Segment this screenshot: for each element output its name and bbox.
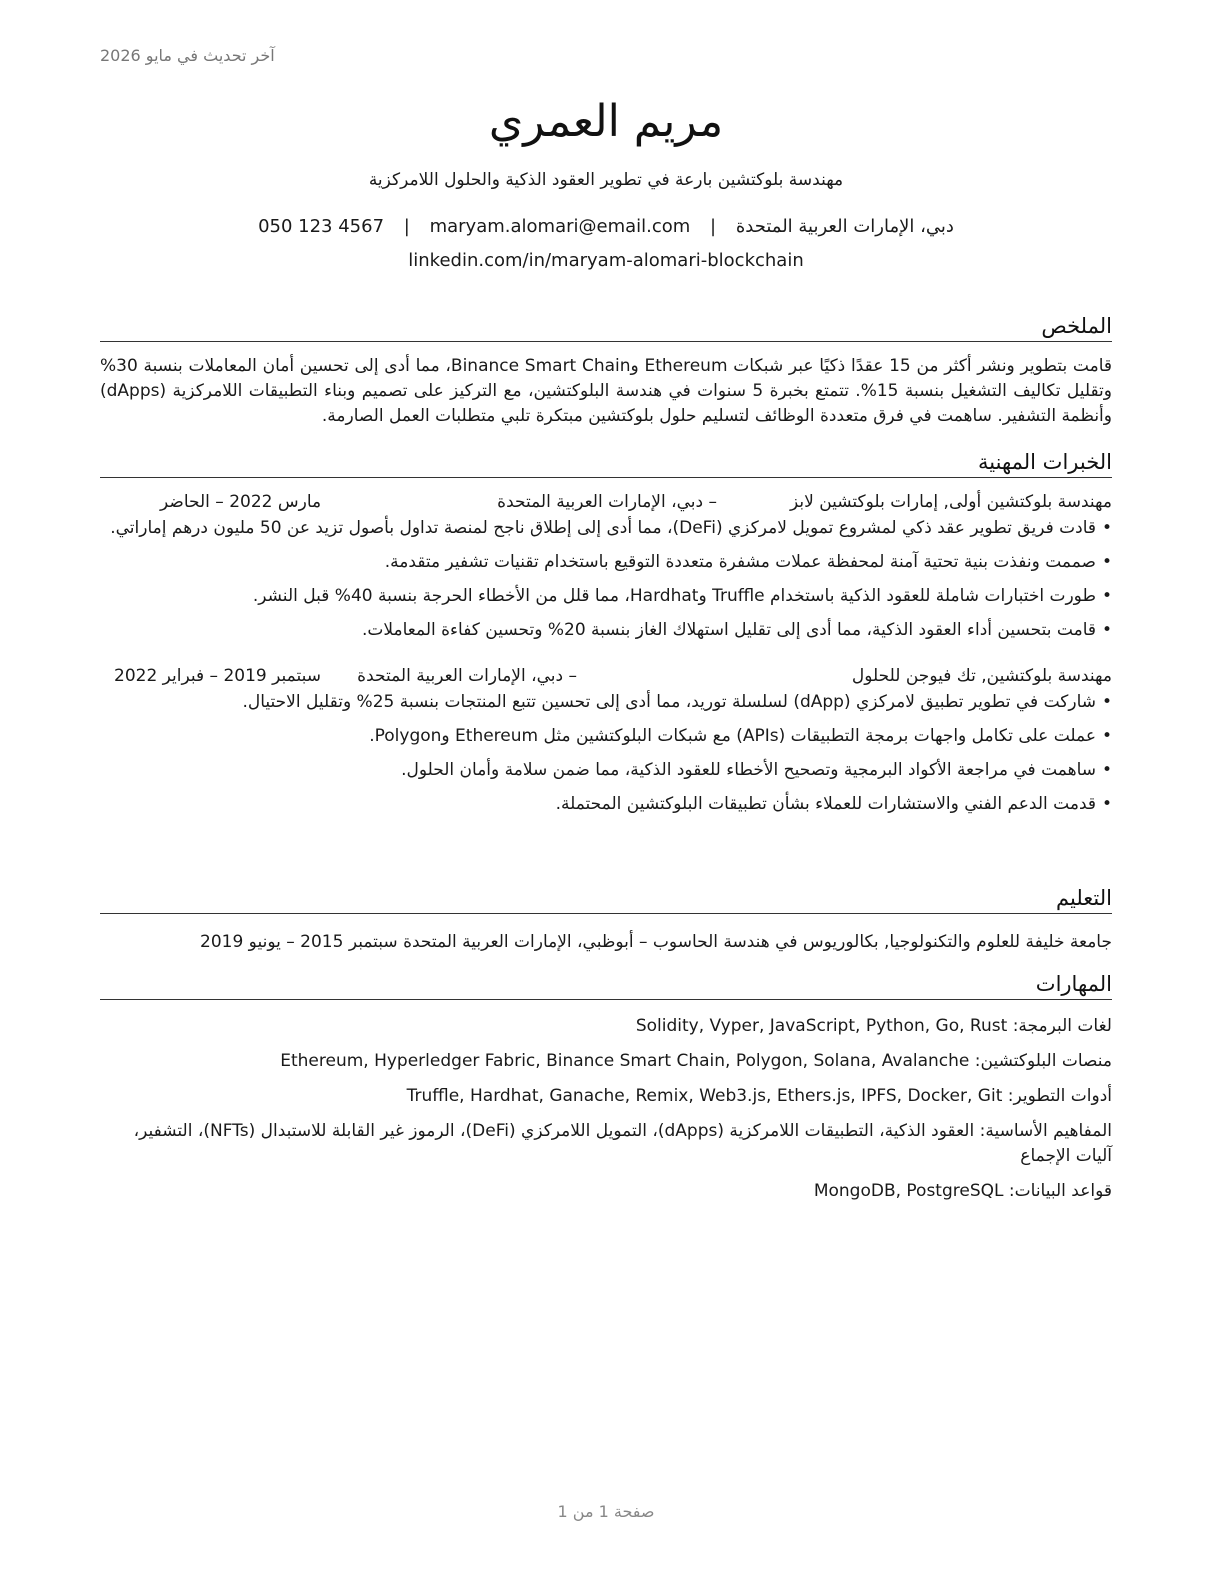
education-entry: جامعة خليفة للعلوم والتكنولوجيا, بكالوريوس في هندسة الحاسوب – أبوظبي، الإمارات العربية المتحدة سبتمبر 2015 – يونيو 2019 <box>200 932 1112 952</box>
skill-value: Solidity, Vyper, JavaScript, Python, Go, Rust <box>635 1016 1008 1036</box>
contact-separator: | <box>403 216 410 237</box>
skill-value: Ethereum, Hyperledger Fabric, Binance Smart Chain, Polygon, Solana, Avalanche <box>280 1051 970 1071</box>
job-bullet: • ساهمت في مراجعة الأكواد البرمجية وتصحيح الأخطاء للعقود الذكية، مما ضمن سلامة وأمان الحلول. <box>100 758 1112 782</box>
page-number: صفحة 1 من 1 <box>557 1502 655 1521</box>
skill-label: أدوات التطوير: <box>1007 1086 1112 1106</box>
skills-section <box>100 970 1112 1214</box>
job-header <box>100 490 1112 516</box>
contact-location: دبي، الإمارات العربية المتحدة <box>735 216 954 237</box>
experience-section <box>100 448 1112 826</box>
job-role: مهندسة بلوكتشين أولى, إمارات بلوكتشين لابز <box>789 492 1112 512</box>
resume-header <box>100 92 1112 274</box>
education-section <box>100 884 1112 954</box>
job-entry <box>100 490 1112 642</box>
skill-row <box>100 1084 1112 1109</box>
job-location: – دبي، الإمارات العربية المتحدة <box>357 666 577 686</box>
skill-label: منصات البلوكتشين: <box>974 1051 1112 1071</box>
skill-row <box>100 1049 1112 1074</box>
job-date: سبتمبر 2019 – فبراير 2022 <box>114 666 321 686</box>
job-bullet: • قدمت الدعم الفني والاستشارات للعملاء بشأن تطبيقات البلوكتشين المحتملة. <box>100 792 1112 816</box>
job-bullet: • قامت بتحسين أداء العقود الذكية، مما أدى إلى تقليل استهلاك الغاز بنسبة 20% وتحسين كفاءة المعاملات. <box>100 618 1112 642</box>
skill-value: العقود الذكية، التطبيقات اللامركزية (dApps)، التمويل اللامركزي (DeFi)، الرموز غير القابلة للاستبدال (NFTs)، التشفير، آليات الإجماع <box>133 1121 1112 1166</box>
job-bullet: • طورت اختبارات شاملة للعقود الذكية باستخدام Truffle وHardhat، مما قلل من الأخطاء الحرجة بنسبة 40% قبل النشر. <box>100 584 1112 608</box>
experience-title: الخبرات المهنية <box>100 448 1112 478</box>
contact-linkedin[interactable]: linkedin.com/in/maryam-alomari-blockchain <box>408 250 804 271</box>
skill-row <box>100 1179 1112 1204</box>
candidate-name: مريم العمري <box>488 96 724 147</box>
skill-value: MongoDB, PostgreSQL <box>813 1181 1004 1201</box>
skill-value: Truffle, Hardhat, Ganache, Remix, Web3.js, Ethers.js, IPFS, Docker, Git <box>406 1086 1003 1106</box>
job-bullet: • صممت ونفذت بنية تحتية آمنة لمحفظة عملات مشفرة متعددة التوقيع باستخدام تقنيات تشفير متقدمة. <box>100 550 1112 574</box>
job-location: – دبي، الإمارات العربية المتحدة <box>497 492 717 512</box>
skill-row <box>100 1014 1112 1039</box>
job-role: مهندسة بلوكتشين, تك فيوجن للحلول <box>851 666 1112 686</box>
job-entry <box>100 664 1112 816</box>
contact-phone[interactable]: 050 123 4567 <box>258 216 385 237</box>
skill-label: قواعد البيانات: <box>1008 1181 1112 1201</box>
job-bullet: • قادت فريق تطوير عقد ذكي لمشروع تمويل لامركزي (DeFi)، مما أدى إلى إطلاق ناجح لمنصة تداول بأصول تزيد عن 50 مليون درهم إماراتي. <box>100 516 1112 540</box>
contact-line <box>100 214 1112 240</box>
skills-title: المهارات <box>100 970 1112 1000</box>
job-bullet: • شاركت في تطوير تطبيق لامركزي (dApp) لسلسلة توريد، مما أدى إلى تحسين تتبع المنتجات بنسبة 25% وتقليل الاحتيال. <box>100 690 1112 714</box>
skill-label: لغات البرمجة: <box>1012 1016 1112 1036</box>
job-header <box>100 664 1112 690</box>
skill-row <box>100 1119 1112 1169</box>
contact-separator: | <box>710 216 717 237</box>
job-bullets <box>100 690 1112 816</box>
summary-section <box>100 312 1112 429</box>
summary-title: الملخص <box>100 312 1112 342</box>
resume-page <box>100 0 1112 1584</box>
last-updated: آخر تحديث في مايو 2026 <box>100 46 275 65</box>
candidate-tagline: مهندسة بلوكتشين بارعة في تطوير العقود الذكية والحلول اللامركزية <box>368 170 844 190</box>
job-date: مارس 2022 – الحاضر <box>160 492 322 512</box>
job-bullet: • عملت على تكامل واجهات برمجة التطبيقات (APIs) مع شبكات البلوكتشين مثل Ethereum وPolygon. <box>100 724 1112 748</box>
contact-email[interactable]: maryam.alomari@email.com <box>429 216 691 237</box>
job-bullets <box>100 516 1112 642</box>
skill-label: المفاهيم الأساسية: <box>979 1121 1112 1141</box>
summary-text: قامت بتطوير ونشر أكثر من 15 عقدًا ذكيًا عبر شبكات Ethereum وBinance Smart Chain، مما أدى إلى تحسين أمان المعاملات بنسبة 30% وتقليل تكاليف التشغيل بنسبة 15%. تتمتع بخبرة 5 سنوات في هندسة البلوكتشين، مع التركيز على تصميم وبناء التطبيقات اللامركزية (dApps) وأنظمة التشفير. ساهمت في فرق متعددة الوظائف لتسليم حلول بلوكتشين مبتكرة تلبي متطلبات العمل الصارمة. <box>100 356 1113 426</box>
education-title: التعليم <box>100 884 1112 914</box>
